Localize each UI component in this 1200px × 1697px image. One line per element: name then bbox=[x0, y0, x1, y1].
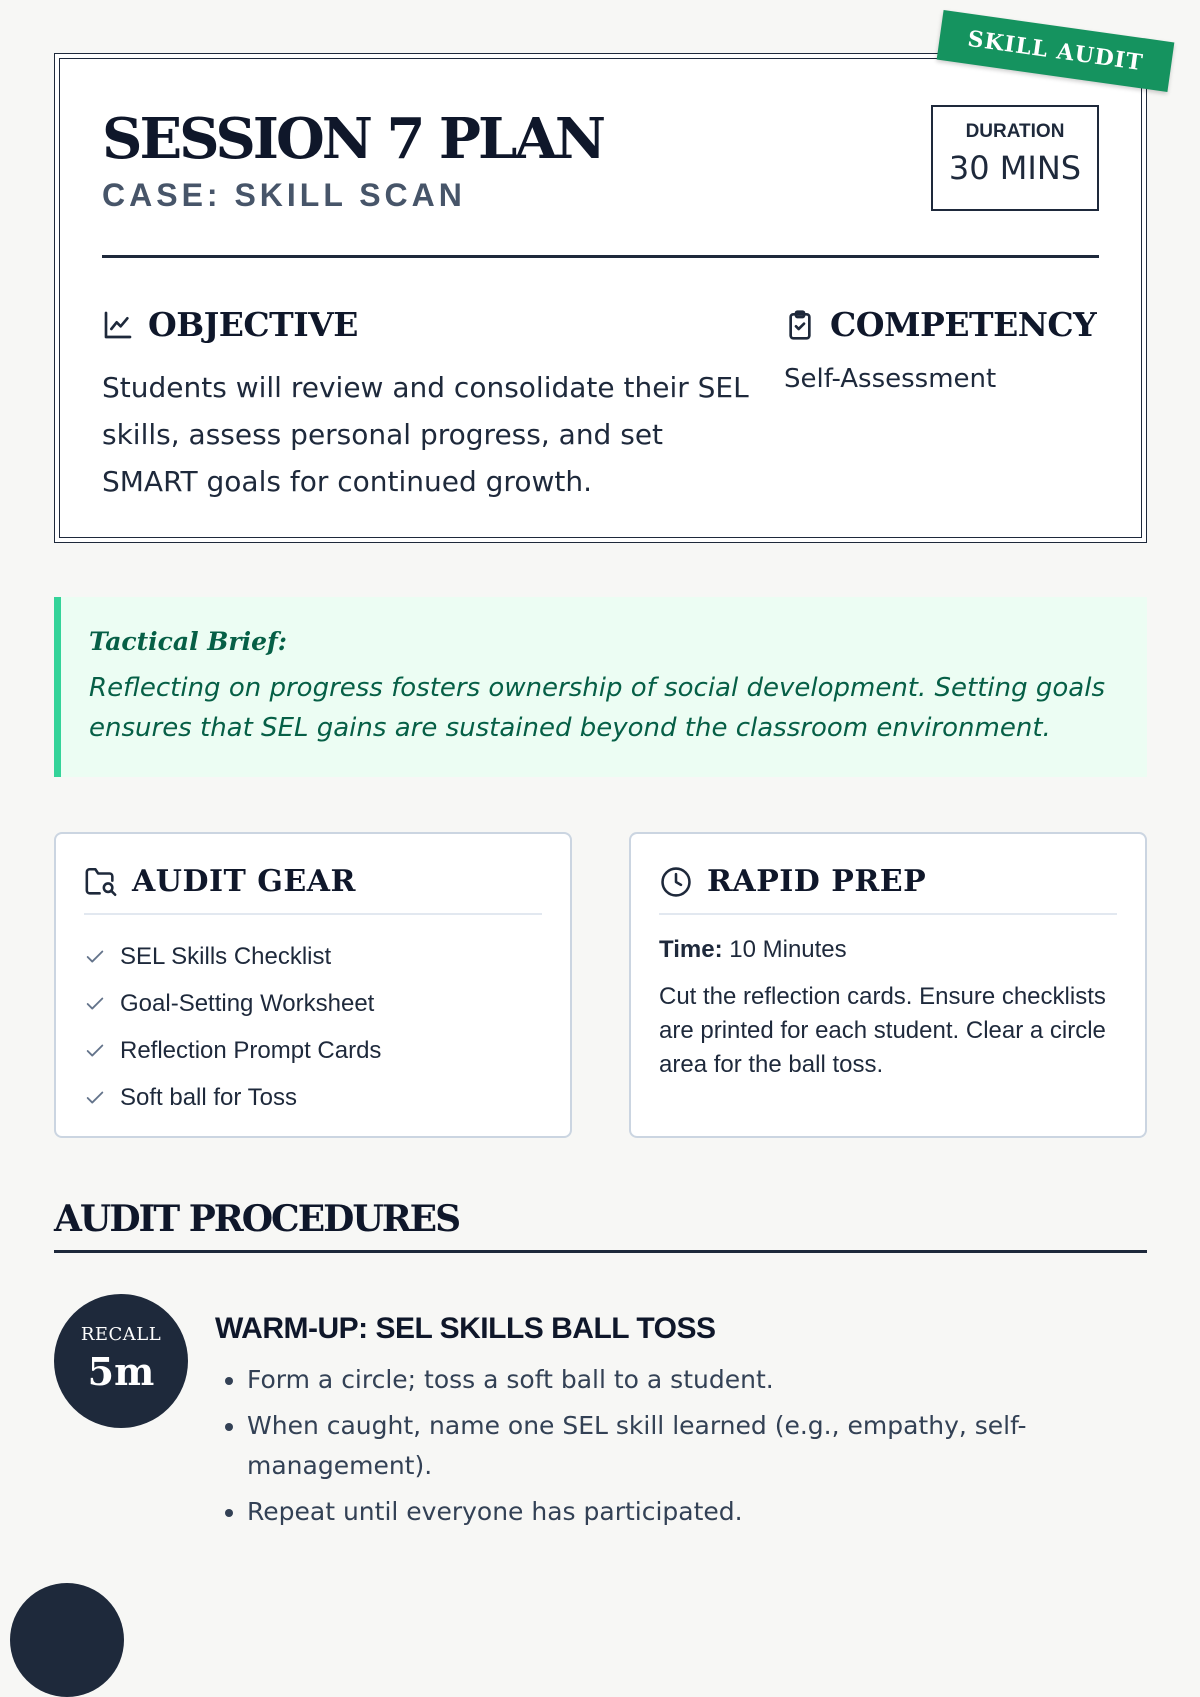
step-list bbox=[215, 1360, 1115, 1532]
gear-item-label: Reflection Prompt Cards bbox=[120, 1036, 382, 1064]
audit-gear-card bbox=[54, 832, 572, 1138]
check-icon bbox=[84, 1040, 106, 1062]
header-inner bbox=[59, 58, 1142, 538]
gear-item-label: Goal-Setting Worksheet bbox=[120, 989, 375, 1017]
step-badge-label: RECALL bbox=[80, 1324, 162, 1345]
duration-value: 30 MINS bbox=[948, 149, 1082, 187]
folder-search-icon bbox=[84, 865, 118, 899]
prep-text: Cut the reflection cards. Ensure checklists are printed for each student. Clear a circle area for the ball toss. bbox=[659, 983, 1106, 1078]
audit-gear-heading: AUDIT GEAR bbox=[132, 864, 356, 899]
duration-label: DURATION bbox=[965, 121, 1065, 142]
list-item bbox=[84, 980, 542, 1027]
gear-list bbox=[84, 933, 542, 1121]
objective-heading: OBJECTIVE bbox=[148, 305, 358, 344]
page-subtitle: CASE: SKILL SCAN bbox=[102, 177, 466, 213]
list-item: • Repeat until everyone has participated. bbox=[247, 1492, 1115, 1532]
prep-time-label: Time: bbox=[659, 936, 723, 963]
rapid-prep-heading: RAPID PREP bbox=[707, 864, 927, 899]
line-chart-icon bbox=[102, 309, 134, 341]
rapid-prep-card bbox=[629, 832, 1147, 1138]
competency-section bbox=[784, 305, 1097, 394]
competency-heading: COMPETENCY bbox=[830, 305, 1097, 344]
prep-time-value: 10 Minutes bbox=[729, 936, 847, 963]
step-title: WARM-UP: SEL SKILLS BALL TOSS bbox=[215, 1312, 716, 1345]
next-step-badge bbox=[10, 1583, 124, 1697]
tactical-brief bbox=[54, 597, 1147, 777]
list-item bbox=[84, 933, 542, 980]
page-title: SESSION 7 PLAN bbox=[102, 106, 604, 172]
prep-time bbox=[659, 933, 1117, 980]
list-item bbox=[84, 1074, 542, 1121]
objective-text: Students will review and consolidate their SEL skills, assess personal progress, and set SMART goals for continued growth. bbox=[102, 371, 749, 498]
lesson-plan bbox=[54, 25, 1147, 1526]
objective-section bbox=[102, 305, 752, 505]
list-item bbox=[84, 1027, 542, 1074]
step-badge bbox=[54, 1294, 188, 1428]
check-icon bbox=[84, 993, 106, 1015]
brief-title: Tactical Brief: bbox=[89, 627, 287, 656]
check-icon bbox=[84, 946, 106, 968]
header-card bbox=[54, 25, 1147, 543]
competency-text: Self-Assessment bbox=[784, 364, 997, 394]
list-item: • Form a circle; toss a soft ball to a student. bbox=[247, 1360, 1115, 1400]
step-body bbox=[215, 1312, 1115, 1538]
gear-item-label: SEL Skills Checklist bbox=[120, 942, 332, 970]
step-badge-duration: 5m bbox=[87, 1349, 155, 1394]
duration-box bbox=[931, 105, 1099, 211]
skill-audit-stamp: SKILL AUDIT bbox=[937, 10, 1175, 92]
procedures-heading: AUDIT PROCEDURES bbox=[54, 1198, 1147, 1253]
list-item: • When caught, name one SEL skill learned (e.g., empathy, self-management). bbox=[247, 1406, 1115, 1486]
brief-text: Reflecting on progress fosters ownership of social development. Setting goals ensures that SEL gains are sustained beyond the classroom environment. bbox=[89, 673, 1105, 743]
clock-icon bbox=[659, 865, 693, 899]
header-divider bbox=[102, 255, 1099, 258]
clipboard-check-icon bbox=[784, 309, 816, 341]
gear-item-label: Soft ball for Toss bbox=[120, 1083, 297, 1111]
check-icon bbox=[84, 1087, 106, 1109]
